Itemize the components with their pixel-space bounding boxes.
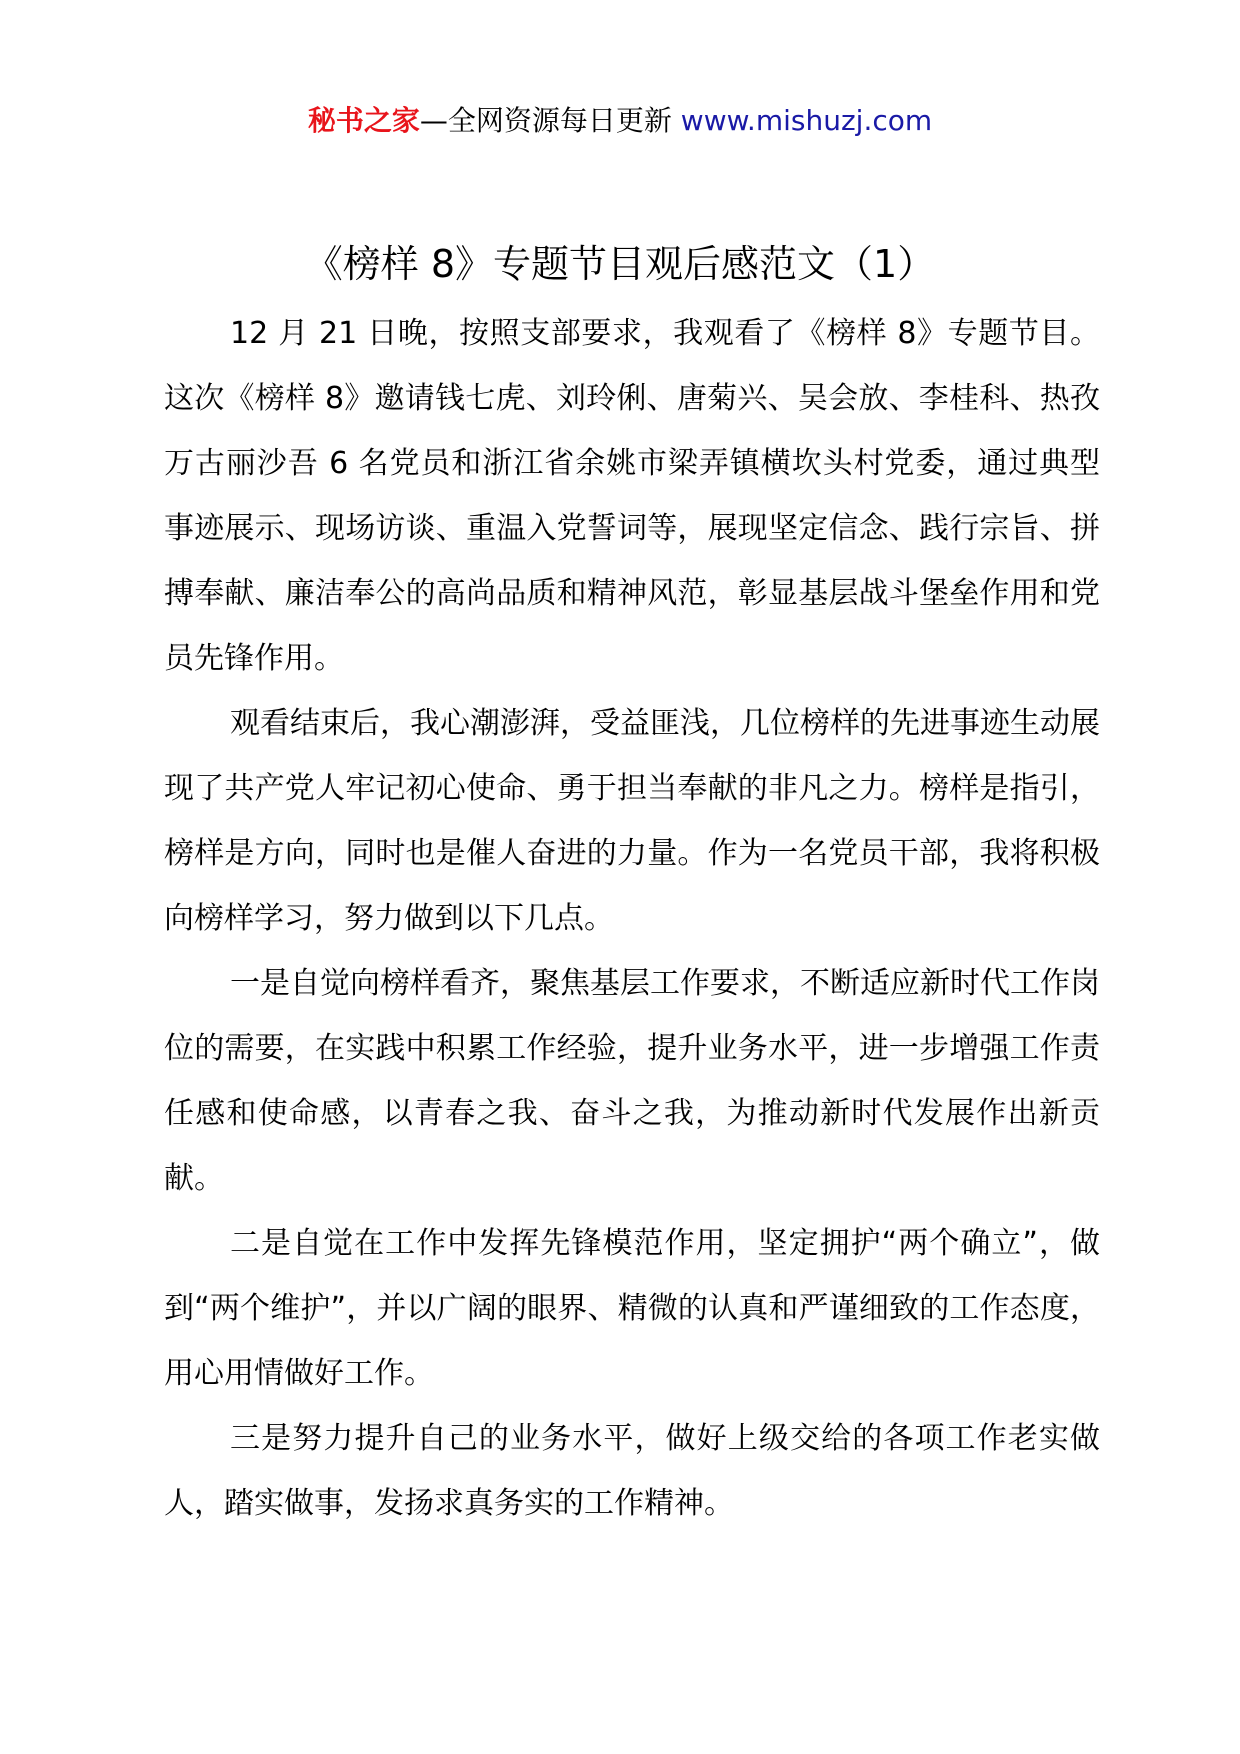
paragraph-point-three: 三是努力提升自己的业务水平，做好上级交给的各项工作老实做人，踏实做事，发扬求真务实的工作精神。 bbox=[164, 1421, 1100, 1521]
paragraph-reflection: 观看结束后，我心潮澎湃，受益匪浅，几位榜样的先进事迹生动展现了共产党人牢记初心使命、勇于担当奉献的非凡之力。榜样是指引，榜样是方向，同时也是催人奋进的力量。作为一名党员干部，我将积极向榜样学习，努力做到以下几点。 bbox=[164, 706, 1100, 936]
site-url-link[interactable]: www.mishuzj.com bbox=[680, 104, 933, 137]
site-tagline: —全网资源每日更新 bbox=[419, 104, 672, 137]
paragraph-intro: 12 月 21 日晚，按照支部要求，我观看了《榜样 8》专题节目。这次《榜样 8》邀请钱七虎、刘玲俐、唐菊兴、吴会放、李桂科、热孜万古丽沙吾 6 名党员和浙江省余姚市梁弄镇横坎头村党委，通过典型事迹展示、现场访谈、重温入党誓词等，展现坚定信念、践行宗旨、拼搏奉献、廉洁奉公的高尚品质和精神风范，彰显基层战斗堡垒作用和党员先锋作用。 bbox=[164, 316, 1100, 676]
site-brand: 秘书之家 bbox=[307, 104, 420, 137]
paragraph-point-one: 一是自觉向榜样看齐，聚焦基层工作要求，不断适应新时代工作岗位的需要，在实践中积累工作经验，提升业务水平，进一步增强工作责任感和使命感，以青春之我、奋斗之我，为推动新时代发展作出新贡献。 bbox=[164, 966, 1100, 1196]
site-header bbox=[0, 101, 1240, 141]
paragraph-point-two: 二是自觉在工作中发挥先锋模范作用，坚定拥护“两个确立”，做到“两个维护”，并以广阔的眼界、精微的认真和严谨细致的工作态度，用心用情做好工作。 bbox=[164, 1226, 1100, 1391]
document-body bbox=[164, 301, 1100, 1536]
document-title: 《榜样 8》专题节目观后感范文（1） bbox=[304, 242, 936, 286]
